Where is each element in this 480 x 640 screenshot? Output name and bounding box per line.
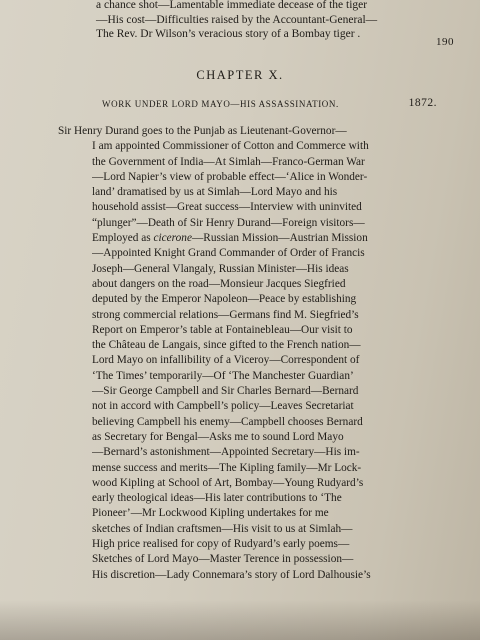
synopsis-line: land’ dramatised by us at Simlah—Lord Mayo and his [92, 186, 338, 199]
text-line: —His cost—Difficulties raised by the Accountant-General— [96, 13, 378, 26]
synopsis-line: —Appointed Knight Grand Commander of Order of Francis [92, 247, 365, 260]
subtitle-text: WORK UNDER LORD MAYO—HIS ASSASSINATION. [102, 99, 339, 109]
synopsis-line: High price realised for copy of Rudyard’s early poems— [92, 538, 350, 551]
page-shadow [0, 600, 480, 640]
text-line: a chance shot—Lamentable immediate decease of the tiger [96, 0, 368, 11]
synopsis-line: I am appointed Commissioner of Cotton and Commerce with [92, 140, 369, 153]
chapter-year: 1872. [408, 97, 437, 109]
text-line: The Rev. Dr Wilson’s veracious story of a Bombay tiger . [96, 28, 361, 40]
synopsis-line: Employed as cicerone—Russian Mission—Austrian Mission [92, 232, 368, 245]
synopsis-line: “plunger”—Death of Sir Henry Durand—Foreign visitors— [92, 216, 365, 229]
synopsis-line: the Government of India—At Simlah—Franco-German War [92, 155, 365, 168]
chapter-synopsis [58, 124, 438, 583]
synopsis-line: Joseph—General Vlangaly, Russian Minister—His ideas [92, 262, 349, 275]
synopsis-line: ‘The Times’ temporarily—Of ‘The Manchester Guardian’ [92, 369, 354, 382]
synopsis-line: sketches of Indian craftsmen—His visit to us at Simlah— [92, 522, 353, 535]
synopsis-line: Pioneer’—Mr Lockwood Kipling undertakes for me [92, 507, 329, 520]
previous-chapter-synopsis-tail [96, 0, 436, 42]
synopsis-line: the Château de Langais, since gifted to the French nation— [92, 339, 361, 352]
synopsis-line: Report on Emperor’s table at Fontainebleau—Our visit to [92, 323, 353, 336]
synopsis-line: Lord Mayo on infallibility of a Viceroy—Correspondent of [92, 354, 360, 367]
synopsis-line: His discretion—Lady Connemara’s story of Lord Dalhousie’s [92, 568, 371, 581]
synopsis-line: household assist—Great success—Interview with uninvited [92, 201, 362, 214]
chapter-subtitle [102, 99, 437, 109]
page-number: 190 [436, 36, 454, 48]
italic-word: cicerone [153, 232, 192, 245]
synopsis-line: —Bernard’s astonishment—Appointed Secretary—His im- [92, 446, 360, 459]
synopsis-line: as Secretary for Bengal—Asks me to sound Lord Mayo [92, 430, 344, 443]
synopsis-line: —Lord Napier’s view of probable effect—‘Alice in Wonder- [92, 170, 368, 183]
synopsis-line: wood Kipling at School of Art, Bombay—Young Rudyard’s [92, 476, 364, 489]
synopsis-line: Sketches of Lord Mayo—Master Terence in possession— [92, 553, 354, 566]
synopsis-line: Sir Henry Durand goes to the Punjab as Lieutenant-Governor— [58, 125, 347, 137]
synopsis-line: not in accord with Campbell’s policy—Leaves Secretariat [92, 400, 354, 413]
synopsis-line: deputed by the Emperor Napoleon—Peace by establishing [92, 293, 357, 306]
chapter-title: CHAPTER X. [196, 68, 284, 82]
synopsis-line: believing Campbell his enemy—Campbell chooses Bernard [92, 415, 363, 428]
synopsis-line: early theological ideas—His later contributions to ‘The [92, 492, 342, 505]
synopsis-line: strong commercial relations—Germans find M. Siegfried’s [92, 308, 359, 321]
synopsis-line: about dangers on the road—Monsieur Jacques Siegfried [92, 277, 346, 290]
synopsis-line: —Sir George Campbell and Sir Charles Bernard—Bernard [92, 385, 359, 398]
synopsis-line: mense success and merits—The Kipling family—Mr Lock- [92, 461, 362, 474]
